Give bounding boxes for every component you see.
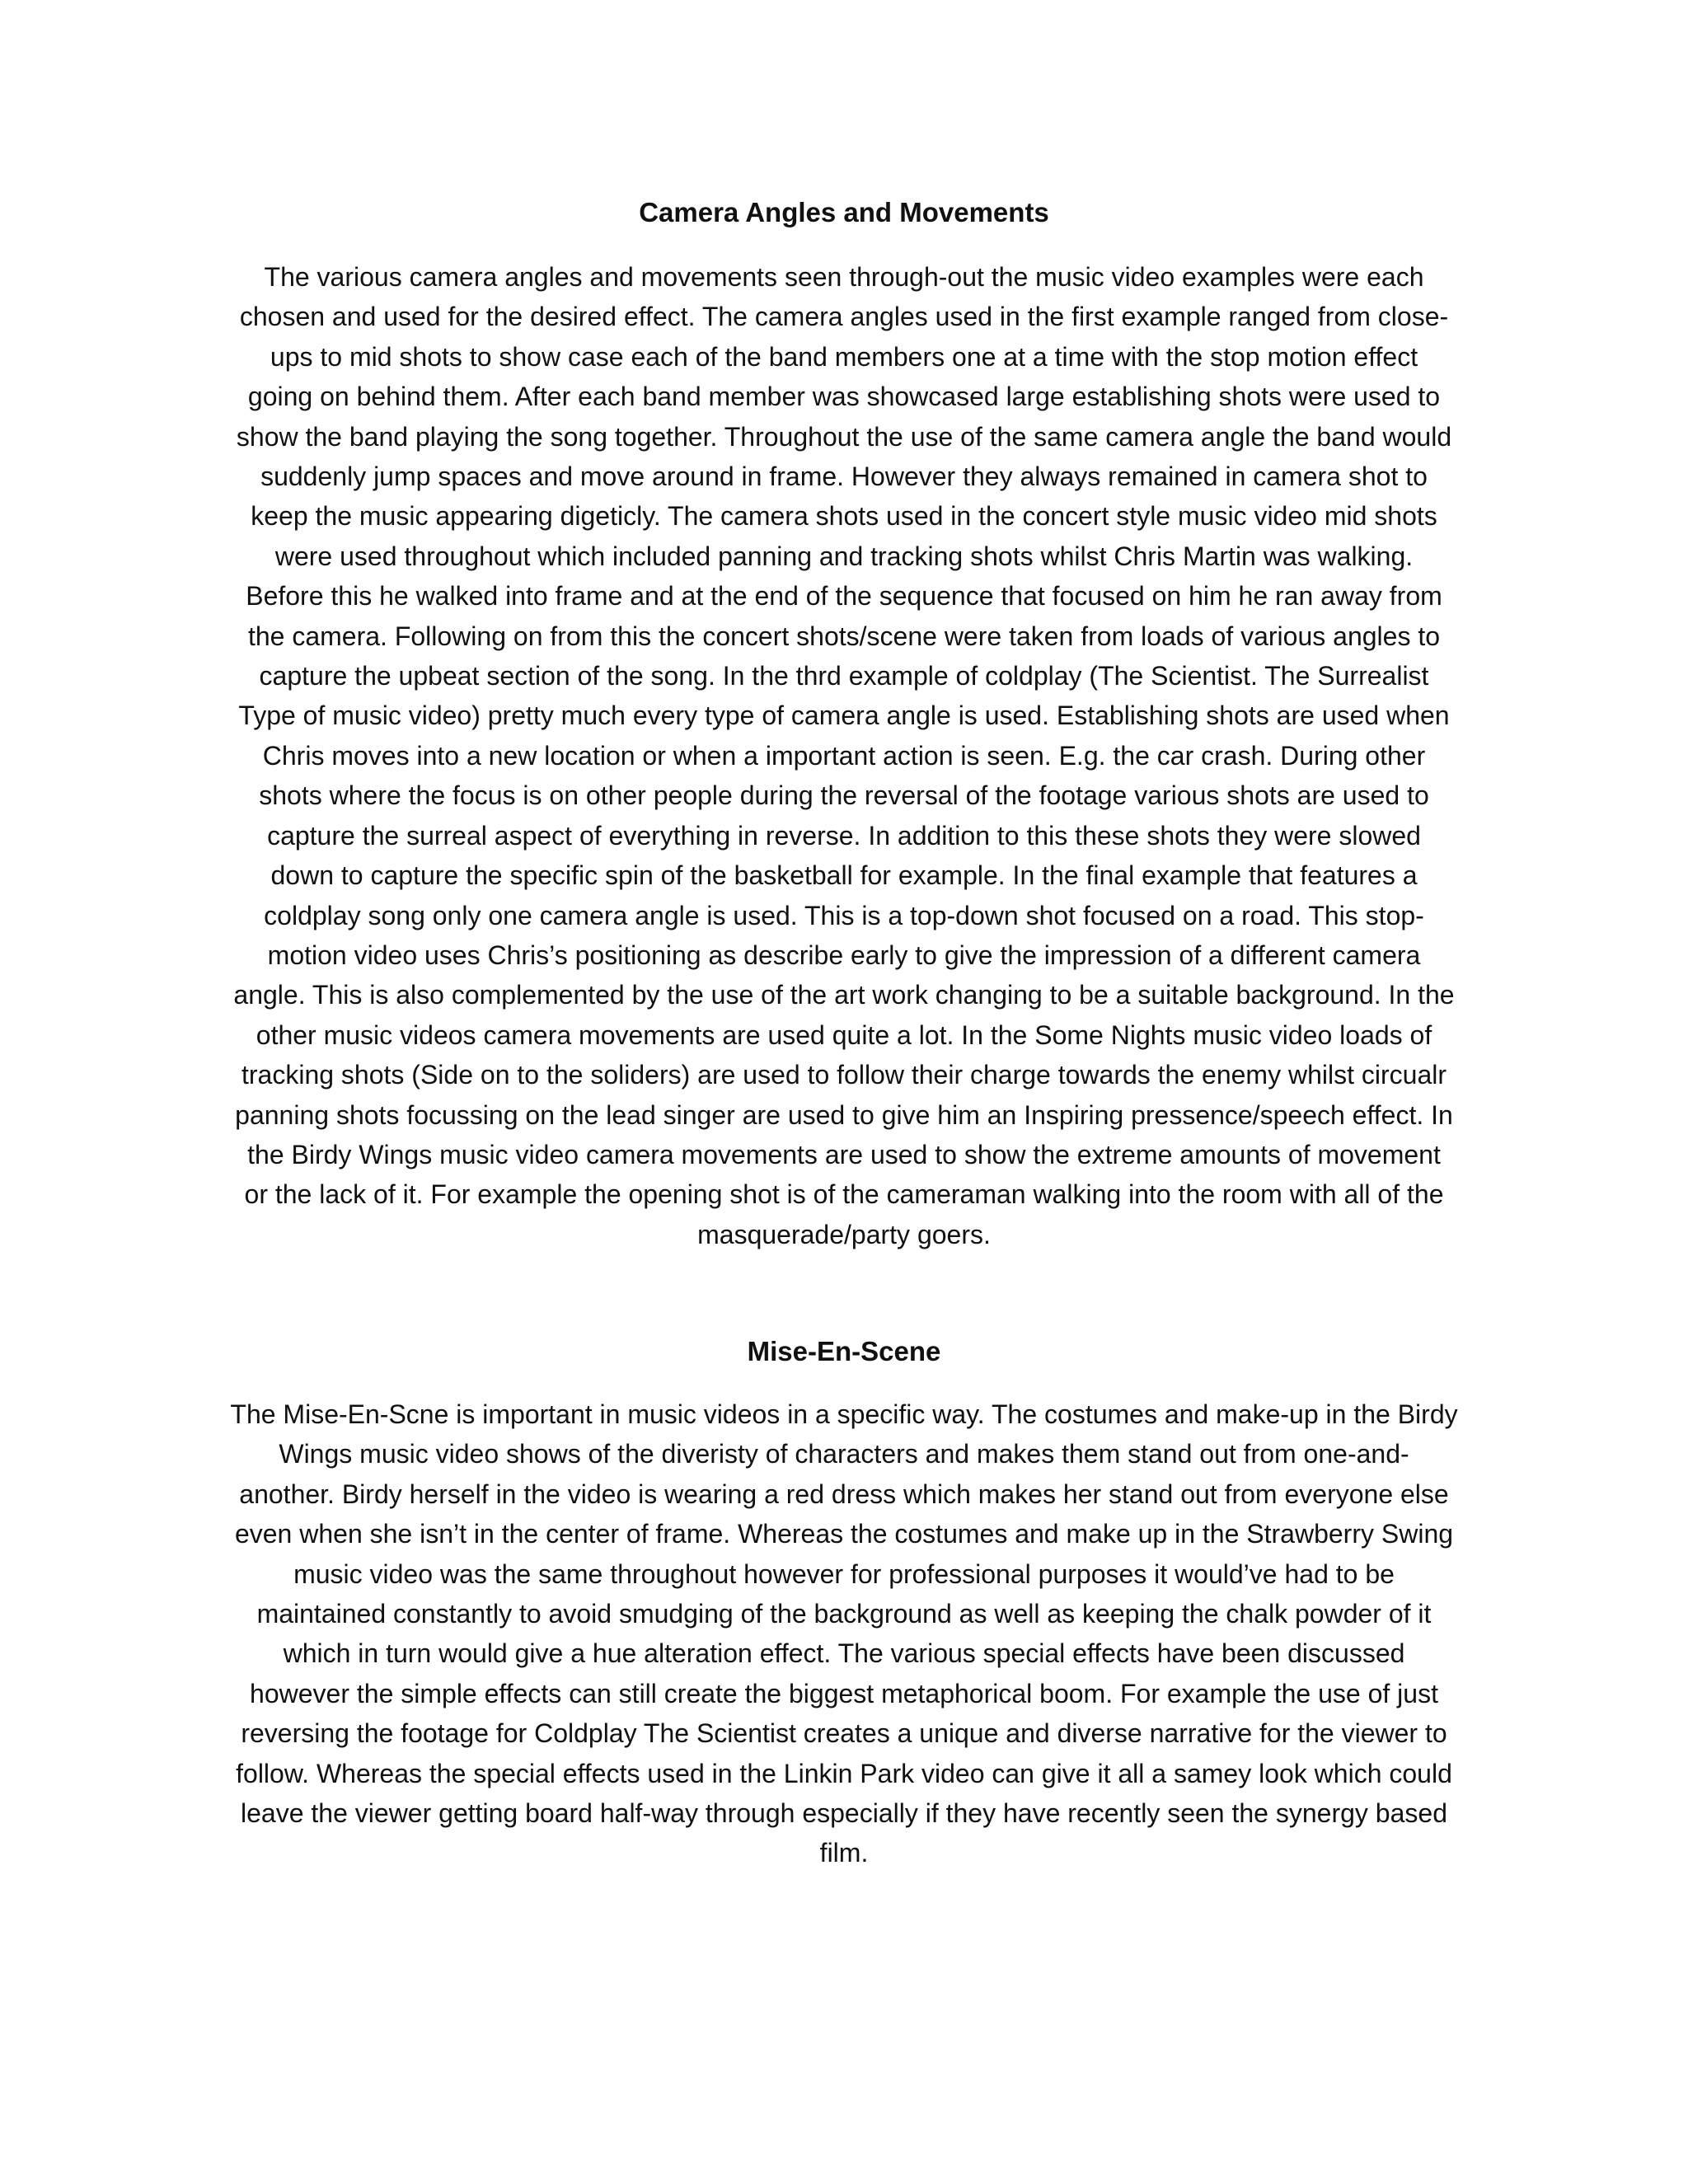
text-line: Chris moves into a new location or when a important action is seen. E.g. the car crash. During other [262,740,1426,771]
text-line: reversing the footage for Coldplay The Scientist creates a unique and diverse narrative for the viewer to [241,1718,1447,1749]
text-line: Wings music video shows of the diveristy of characters and makes them stand out from one-and- [279,1439,1409,1469]
text-line: follow. Whereas the special effects used in the Linkin Park video can give it all a samey look which could [236,1758,1452,1788]
text-line: however the simple effects can still create the biggest metaphorical boom. For example the use of just [250,1678,1438,1708]
text-line: going on behind them. After each band member was showcased large establishing shots were used to [247,382,1441,412]
text-line: panning shots focussing on the lead singer are used to give him an Inspiring pressence/speech effect. In [235,1099,1453,1130]
text-line: motion video uses Chris’s positioning as describe early to give the impression of a different camera [267,940,1421,970]
text-line: film. [819,1838,869,1868]
text-line: masquerade/party goers. [697,1219,991,1249]
text-line: maintained constantly to avoid smudging of the background as well as keeping the chalk powder of it [256,1599,1432,1629]
text-line: shots where the focus is on other people during the reversal of the footage various shots are used to [259,780,1429,811]
text-line: or the lack of it. For example the opening shot is of the cameraman walking into the room with all of the [244,1179,1444,1210]
text-line: leave the viewer getting board half-way through especially if they have recently seen the synergy based [241,1798,1447,1829]
section-heading: Mise-En-Scene [747,1336,941,1366]
text-line: show the band playing the song together. Throughout the use of the same camera angle the band would [236,421,1452,452]
text-line: capture the upbeat section of the song. In the thrd example of coldplay (The Scientist. The Surrealist [259,661,1429,691]
text-line: ups to mid shots to show case each of the band members one at a time with the stop motion effect [270,341,1418,372]
text-line: Before this he walked into frame and at the end of the sequence that focused on him he ran away from [246,581,1442,612]
text-line: even when she isn’t in the center of frame. Whereas the costumes and make up in the Strawberry Swing [234,1519,1454,1549]
text-line: another. Birdy herself in the video is wearing a red dress which makes her stand out from everyone else [239,1479,1449,1509]
text-line: angle. This is also complemented by the use of the art work changing to be a suitable background. In the [233,980,1455,1010]
section-body [181,257,1507,1254]
text-line: suddenly jump spaces and move around in frame. However they always remained in camera shot to [260,462,1428,492]
text-line: down to capture the specific spin of the basketball for example. In the final example that features a [270,860,1418,891]
mise-en-scene-section [181,1333,1507,1873]
camera-angles-section [181,194,1507,1254]
section-heading: Camera Angles and Movements [639,197,1049,227]
text-line: The various camera angles and movements seen through-out the music video examples were each [264,262,1424,292]
text-line: music video was the same throughout however for professional purposes it would’ve had to be [293,1558,1395,1589]
text-line: Type of music video) pretty much every type of camera angle is used. Establishing shots are used when [238,701,1450,731]
text-line: the camera. Following on from this the concert shots/scene were taken from loads of various angles to [247,621,1441,651]
text-line: coldplay song only one camera angle is used. This is a top-down shot focused on a road. This stop- [264,900,1424,930]
text-line: capture the surreal aspect of everything in reverse. In addition to this these shots they were slowed [267,820,1421,851]
text-line: The Mise-En-Scne is important in music videos in a specific way. The costumes and make-up in the Birdy [230,1399,1458,1429]
text-line: chosen and used for the desired effect. The camera angles used in the first example ranged from close- [239,302,1449,332]
text-line: were used throughout which included panning and tracking shots whilst Chris Martin was walking. [274,541,1414,571]
text-line: other music videos camera movements are used quite a lot. In the Some Nights music video loads of [256,1019,1432,1050]
text-line: the Birdy Wings music video camera movements are used to show the extreme amounts of movement [247,1139,1441,1169]
text-line: tracking shots (Side on to the soliders) are used to follow their charge towards the enemy whilst circualr [241,1060,1447,1090]
text-line: which in turn would give a hue alteration effect. The various special effects have been discussed [283,1638,1405,1669]
section-body [181,1394,1507,1873]
text-line: keep the music appearing digeticly. The camera shots used in the concert style music video mid shots [251,501,1437,532]
